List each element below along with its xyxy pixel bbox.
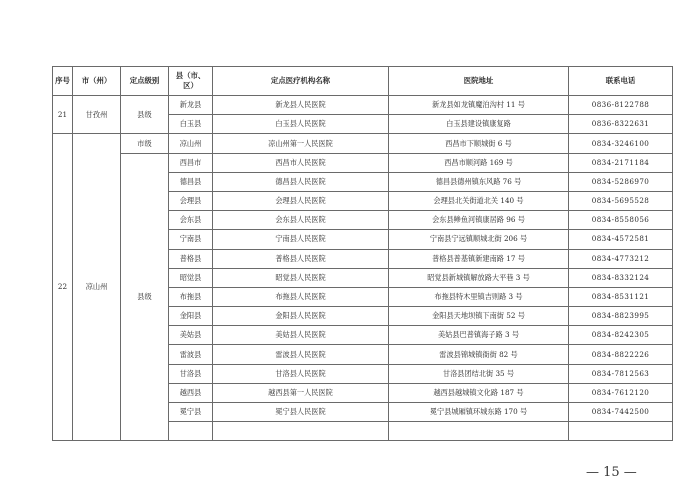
phone-cell: 0834-2171184 xyxy=(569,153,673,172)
hospital-name-cell: 会理县人民医院 xyxy=(213,191,389,210)
address-cell: 甘洛县团结北街 35 号 xyxy=(389,364,569,383)
hospital-name-cell: 布拖县人民医院 xyxy=(213,287,389,306)
hospital-name-cell: 凉山州第一人民医院 xyxy=(213,134,389,153)
phone-cell: 0834-7812563 xyxy=(569,364,673,383)
phone-cell: 0834-8531121 xyxy=(569,287,673,306)
phone-cell: 0834-5695528 xyxy=(569,191,673,210)
address-cell: 西昌市顺河路 169 号 xyxy=(389,153,569,172)
county-cell: 普格县 xyxy=(169,249,213,268)
county-cell: 布拖县 xyxy=(169,287,213,306)
hospital-name-cell: 宁南县人民医院 xyxy=(213,230,389,249)
seq-cell: 22 xyxy=(53,134,73,441)
address-cell: 白玉县建设镇康复路 xyxy=(389,115,569,134)
address-cell xyxy=(389,422,569,441)
level-cell: 市级 xyxy=(121,134,169,153)
hospital-name-cell: 冕宁县人民医院 xyxy=(213,403,389,422)
hospital-name-cell: 会东县人民医院 xyxy=(213,211,389,230)
level-cell: 县级 xyxy=(121,153,169,441)
header-phone: 联系电话 xyxy=(569,67,673,96)
county-cell: 西昌市 xyxy=(169,153,213,172)
city-cell: 凉山州 xyxy=(73,134,121,441)
phone-cell: 0836-8322631 xyxy=(569,115,673,134)
county-cell: 冕宁县 xyxy=(169,403,213,422)
county-cell: 新龙县 xyxy=(169,96,213,115)
address-cell: 美姑县巴普镇海子路 3 号 xyxy=(389,326,569,345)
county-cell: 美姑县 xyxy=(169,326,213,345)
phone-cell: 0834-8558056 xyxy=(569,211,673,230)
address-cell: 宁南县宁远镇顺城北街 206 号 xyxy=(389,230,569,249)
phone-cell: 0834-7442500 xyxy=(569,403,673,422)
seq-cell: 21 xyxy=(53,96,73,134)
hospital-name-cell: 金阳县人民医院 xyxy=(213,307,389,326)
phone-cell: 0834-8822226 xyxy=(569,345,673,364)
header-hospital-name: 定点医疗机构名称 xyxy=(213,67,389,96)
hospital-table xyxy=(52,66,673,441)
hospital-name-cell: 昭觉县人民医院 xyxy=(213,268,389,287)
header-seq: 序号 xyxy=(53,67,73,96)
header-city: 市（州） xyxy=(73,67,121,96)
phone-cell: 0834-8242305 xyxy=(569,326,673,345)
phone-cell: 0834-5286970 xyxy=(569,172,673,191)
hospital-name-cell: 德昌县人民医院 xyxy=(213,172,389,191)
county-cell: 白玉县 xyxy=(169,115,213,134)
address-cell: 德昌县德州镇东风路 76 号 xyxy=(389,172,569,191)
county-cell: 雷波县 xyxy=(169,345,213,364)
address-cell: 雷波县锦城镇衙街 82 号 xyxy=(389,345,569,364)
address-cell: 布拖县特木里镇吉则路 3 号 xyxy=(389,287,569,306)
hospital-name-cell: 新龙县人民医院 xyxy=(213,96,389,115)
county-cell xyxy=(169,422,213,441)
address-cell: 金阳县天地坝镇下南街 52 号 xyxy=(389,307,569,326)
hospital-name-cell xyxy=(213,422,389,441)
phone-cell: 0834-3246100 xyxy=(569,134,673,153)
phone-cell: 0834-4572581 xyxy=(569,230,673,249)
table-row xyxy=(53,134,673,153)
address-cell: 越西县越城镇文化路 187 号 xyxy=(389,383,569,402)
address-cell: 昭觉县新城镇解放路大平巷 3 号 xyxy=(389,268,569,287)
hospital-name-cell: 越西县第一人民医院 xyxy=(213,383,389,402)
phone-cell: 0836-8122788 xyxy=(569,96,673,115)
county-cell: 越西县 xyxy=(169,383,213,402)
address-cell: 会理县北关街道北关 140 号 xyxy=(389,191,569,210)
county-cell: 昭觉县 xyxy=(169,268,213,287)
county-cell: 宁南县 xyxy=(169,230,213,249)
hospital-name-cell: 白玉县人民医院 xyxy=(213,115,389,134)
header-level: 定点级别 xyxy=(121,67,169,96)
county-cell: 甘洛县 xyxy=(169,364,213,383)
phone-cell: 0834-8823995 xyxy=(569,307,673,326)
address-cell: 新龙县如龙镇魔泊沟村 11 号 xyxy=(389,96,569,115)
county-cell: 金阳县 xyxy=(169,307,213,326)
phone-cell: 0834-7612120 xyxy=(569,383,673,402)
county-cell: 德昌县 xyxy=(169,172,213,191)
city-cell: 甘孜州 xyxy=(73,96,121,134)
hospital-name-cell: 甘洛县人民医院 xyxy=(213,364,389,383)
table-row xyxy=(53,153,673,172)
table-row xyxy=(53,96,673,115)
page-number: — 15 — xyxy=(586,465,637,480)
hospital-name-cell: 美姑县人民医院 xyxy=(213,326,389,345)
phone-cell: 0834-4773212 xyxy=(569,249,673,268)
hospital-name-cell: 普格县人民医院 xyxy=(213,249,389,268)
county-cell: 会理县 xyxy=(169,191,213,210)
address-cell: 冕宁县城厢镇环城东路 170 号 xyxy=(389,403,569,422)
county-cell: 凉山州 xyxy=(169,134,213,153)
header-address: 医院地址 xyxy=(389,67,569,96)
phone-cell xyxy=(569,422,673,441)
header-county: 县（市、区） xyxy=(169,67,213,96)
address-cell: 西昌市下顺城街 6 号 xyxy=(389,134,569,153)
address-cell: 普格县普基镇新建南路 17 号 xyxy=(389,249,569,268)
table-header-row xyxy=(53,67,673,96)
hospital-name-cell: 雷波县人民医院 xyxy=(213,345,389,364)
hospital-name-cell: 西昌市人民医院 xyxy=(213,153,389,172)
level-cell: 县级 xyxy=(121,96,169,134)
phone-cell: 0834-8332124 xyxy=(569,268,673,287)
address-cell: 会东县鲹鱼河镇康居路 96 号 xyxy=(389,211,569,230)
county-cell: 会东县 xyxy=(169,211,213,230)
